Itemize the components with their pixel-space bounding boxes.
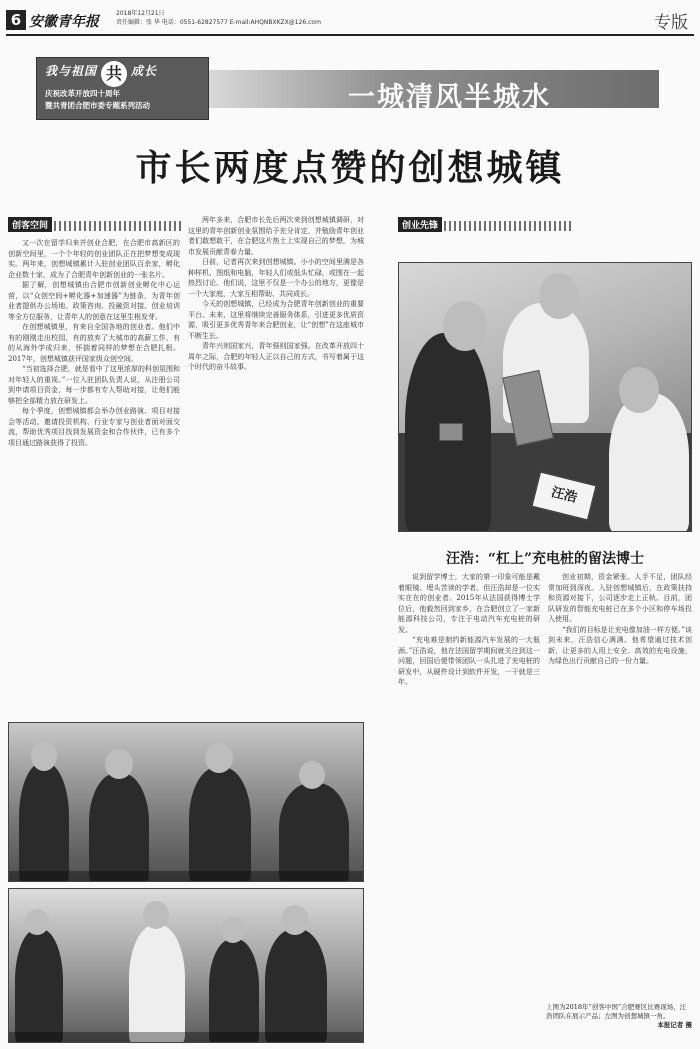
article-paragraph: “我们的目标是让充电像加油一样方便。”谈到未来，汪浩信心满满。他希望通过技术创新，让更多的人用上安全、高效的充电设施，为绿色出行贡献自己的一份力量。 [548,625,692,665]
person-figure [189,767,251,882]
person-head [105,749,133,779]
person-head [539,273,579,319]
name-card: 汪浩 [532,472,597,521]
photo-note-author: 本报记者 摄 [657,1021,692,1029]
person-figure [89,773,149,882]
article-paragraph: 创业初期，资金紧张、人手不足，团队经常加班到深夜。入驻创想城镇后，在政策扶持和资源对接下，公司逐步走上正轨。目前，团队研发的智能充电桩已在多个小区和停车场投入使用。 [548,573,692,623]
person-figure [609,393,689,532]
photo-visitors-1 [8,722,364,882]
article-paragraph: “充电难是制约新能源汽车发展的一大瓶颈。”汪浩说，他在法国留学期间就关注到这一问题，回国后便带领团队一头扎进了充电桩的研发中，从硬件设计到软件开发，一干就是三年。 [398,636,540,686]
left-column-tag [8,215,188,235]
right-column-tag [398,215,578,235]
person-head [205,743,233,773]
page-number: 6 [6,10,26,30]
person-head [299,761,325,789]
article-paragraph: 据了解，创想城镇由合肥市创新创业孵化中心运营，以“众创空间+孵化器+加速器”为链条，为青年创业者提供办公场地、政策咨询、投融资对接、创业培训等全方位服务，让青年人的创意在这里生根发芽。 [8,281,180,321]
person-figure [15,929,63,1043]
person-figure [209,939,259,1043]
person-figure [129,925,185,1043]
article-column-1 [8,238,180,716]
paper-name: 安徽青年报 [29,14,99,30]
person-head [143,901,169,929]
left-tag-label: 创客空间 [8,217,52,232]
article-paragraph: 青年兴则国家兴，青年强则国家强。在改革开放四十周年之际，合肥的年轻人正以自己的方式，书写着属于这个时代的奋斗故事。 [188,342,364,371]
article-paragraph: 说到留学博士，大家的第一印象可能是戴着眼镜、埋头苦读的学者。但汪浩却是一位实实在在的创业者。2015年从法国获得博士学位后，他毅然回到家乡，在合肥创立了一家新能源科技公司，专注于电动汽车充电桩的研发。 [398,573,540,634]
article-paragraph: 今天的创想城镇，已经成为合肥青年创新创业的重要平台。未来，这里将继续完善服务体系，引进更多优质资源，吸引更多优秀青年来合肥创业，让“创想”在这座城市不断生长。 [188,300,364,340]
photo-caption-strip [9,871,363,881]
right-column-2 [548,572,692,998]
person-head [31,741,57,771]
article-paragraph: 日前，记者再次来到创想城镇。小小的空间里满是各种样机、图纸和电脑，年轻人们或低头忙碌，或围在一起热烈讨论。他们说，这里不仅是一个办公的地方，更像是一个大家庭，大家互相帮助、共同成长。 [188,258,364,298]
article-column-2 [188,215,364,715]
ribbon-title: 一城清风半城水 [348,82,551,113]
photo-note-text: 上图为2018年“创客中国”合肥赛区比赛现场，汪浩团队在展示产品；左图为创想城镇一角。 [546,1003,687,1020]
banner-line-2: 暨共青团合肥市委专题系列活动 [45,101,150,110]
person-head [619,367,659,413]
banner-slogan-left: 我与祖国 [45,64,98,78]
photo-note [546,1003,692,1030]
article-paragraph: “当初选择合肥，就是看中了这里浓厚的科创氛围和对年轻人的重视。”一位入驻团队负责人说，从注册公司到申请项目资金，每一步都有专人帮助对接，让他们能够把全部精力放在研发上。 [8,365,180,405]
campaign-banner [36,57,209,120]
banner-line-1: 庆祝改革开放四十周年 [45,89,120,98]
person-figure [19,763,69,882]
article-paragraph: 又一次在留学归来并创业合肥，在合肥市高新区的创新空间里，一个个年轻的创业团队正在把梦想变成现实。两年来，创想城镇累计入驻创业团队百余家，孵化企业数十家，成为了合肥青年创新创业的一张名片。 [8,239,180,279]
right-subheadline: 汪浩：“杠上”充电桩的留法博士 [445,551,645,567]
person-head [443,301,487,351]
headline: 市长两度点赞的创想城镇 [135,147,565,189]
page-header [6,6,694,36]
person-head [25,909,49,935]
date-line: 2018年12月21日 [116,10,165,17]
person-figure [265,929,327,1043]
section-label: 专版 [654,13,688,33]
banner-slogan-right: 成长 [131,64,158,78]
right-tag-label: 创业先锋 [398,217,442,232]
skyline-decoration [54,221,184,231]
banner-slogan-big: 共 [101,61,127,87]
article-paragraph: 在创想城镇里，有来自全国各地的创业者。他们中有的刚刚走出校园，有的放弃了大城市的高薪工作，有的从海外学成归来，怀揣着同样的梦想在合肥扎根。2017年，创想城镇获评国家级众创空间。 [8,323,180,363]
editor-line: 责任编辑：张 华 电话：0551-62827577 E-mail:AHQNBXKZX@126.com [116,19,321,26]
charger-device [439,423,463,441]
article-paragraph: 两年多来，合肥市长先后两次来到创想城镇调研，对这里的青年创新创业氛围给予充分肯定，并勉励青年创业者们敢想敢干，在合肥这片热土上实现自己的梦想，为城市发展贡献青春力量。 [188,216,364,256]
right-column-1 [398,572,540,1042]
article-paragraph: 每个季度，创想城镇都会举办创业路演、项目对接会等活动，邀请投资机构、行业专家与创业者面对面交流，帮助优秀项目找到发展资金和合作伙伴，已有多个项目通过路演获得了投资。 [8,407,180,447]
person-head [221,917,245,943]
person-figure [279,783,349,882]
photo-visitors-2 [8,888,364,1043]
photo-caption-strip [9,1032,363,1042]
header-meta [116,9,321,27]
person-head [281,905,309,935]
skyline-decoration [444,221,574,231]
